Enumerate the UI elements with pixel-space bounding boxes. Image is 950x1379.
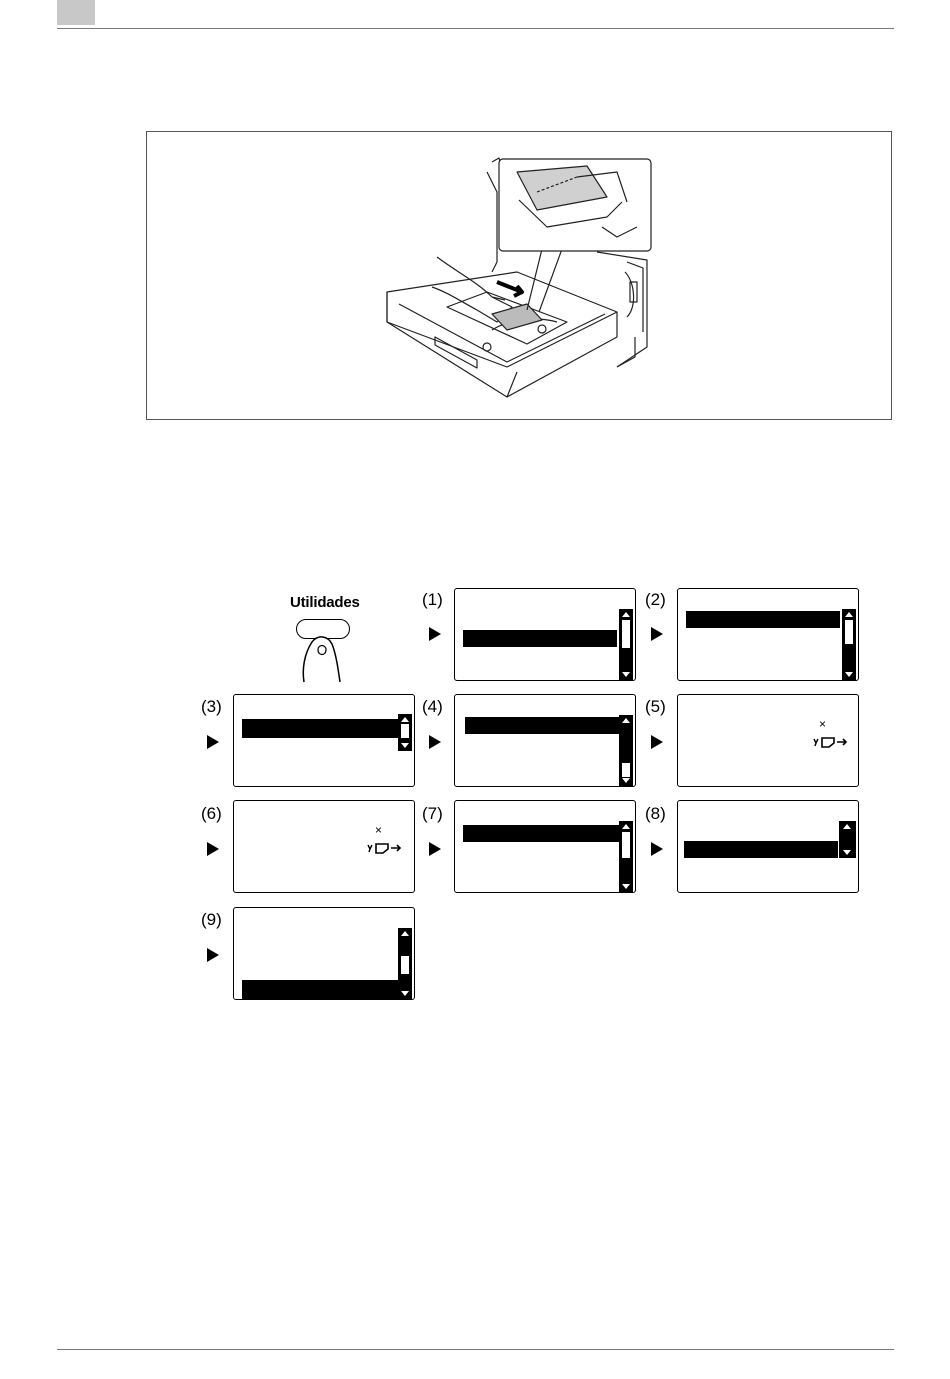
scroll-down-icon [845,672,853,677]
scrollbar[interactable] [842,609,856,680]
lcd-screen [233,800,415,893]
scroll-down-icon [843,850,851,855]
scroll-down-icon [622,778,630,783]
step-number: (1) [422,590,443,609]
scroll-thumb [401,724,409,738]
right-triangle-icon [429,627,441,641]
lcd-screen [677,800,859,893]
lcd-screen [454,588,636,681]
scroll-down-icon [401,991,409,996]
lcd-screen [677,588,859,681]
scroll-down-icon [401,743,409,748]
step-number: (8) [645,804,666,823]
step-number: (6) [201,804,222,823]
right-triangle-icon [429,735,441,749]
right-triangle-icon [651,842,663,856]
step-number: (3) [201,697,222,716]
menu-highlight-bar [686,611,840,628]
right-triangle-icon [207,948,219,962]
scrollbar[interactable] [398,714,412,751]
illustration-frame [146,131,892,420]
lcd-screen [233,694,415,787]
menu-highlight-bar [465,717,619,734]
scrollbar[interactable] [398,928,412,999]
header-rule [57,28,894,29]
scrollbar[interactable] [619,609,633,680]
lcd-screen [677,694,859,787]
menu-highlight-bar [242,719,398,738]
utilities-key-label: Utilidades [290,594,360,611]
scroll-up-icon [401,931,409,936]
step-number: (4) [422,697,443,716]
multiply-mark: × [819,717,827,731]
scroll-down-icon [622,672,630,677]
menu-highlight-bar [463,825,619,842]
step-number: (7) [422,804,443,823]
lcd-screen [454,800,636,893]
menu-highlight-bar [684,841,838,858]
footer-rule [57,1349,894,1350]
scroll-up-icon [622,824,630,829]
scrollbar[interactable] [619,715,633,786]
scroll-thumb [401,956,409,974]
finger-press-icon [278,630,358,690]
right-triangle-icon [207,735,219,749]
multiply-mark: × [375,823,383,837]
scroll-thumb [622,620,630,648]
paper-feed-icon [812,735,852,749]
right-triangle-icon [651,627,663,641]
scroll-up-icon [401,717,409,722]
menu-highlight-bar [242,980,398,999]
right-triangle-icon [651,735,663,749]
scroll-up-icon [622,612,630,617]
scroll-thumb [845,620,853,644]
lcd-screen [233,907,415,1000]
step-number: (9) [201,910,222,929]
scrollbar[interactable] [839,821,856,858]
scroll-thumb [622,763,630,777]
step-number: (2) [645,590,666,609]
scroll-down-icon [622,884,630,889]
scroll-up-icon [843,824,851,829]
scroll-thumb [622,832,630,858]
right-triangle-icon [429,842,441,856]
lcd-screen [454,694,636,787]
paper-tray-envelope-loading-illustration [147,132,893,421]
chapter-tab [57,0,95,25]
right-triangle-icon [207,842,219,856]
paper-feed-icon [366,841,406,855]
scrollbar[interactable] [619,821,633,892]
scroll-up-icon [845,612,853,617]
menu-highlight-bar [463,630,617,647]
scroll-up-icon [622,718,630,723]
step-number: (5) [645,697,666,716]
